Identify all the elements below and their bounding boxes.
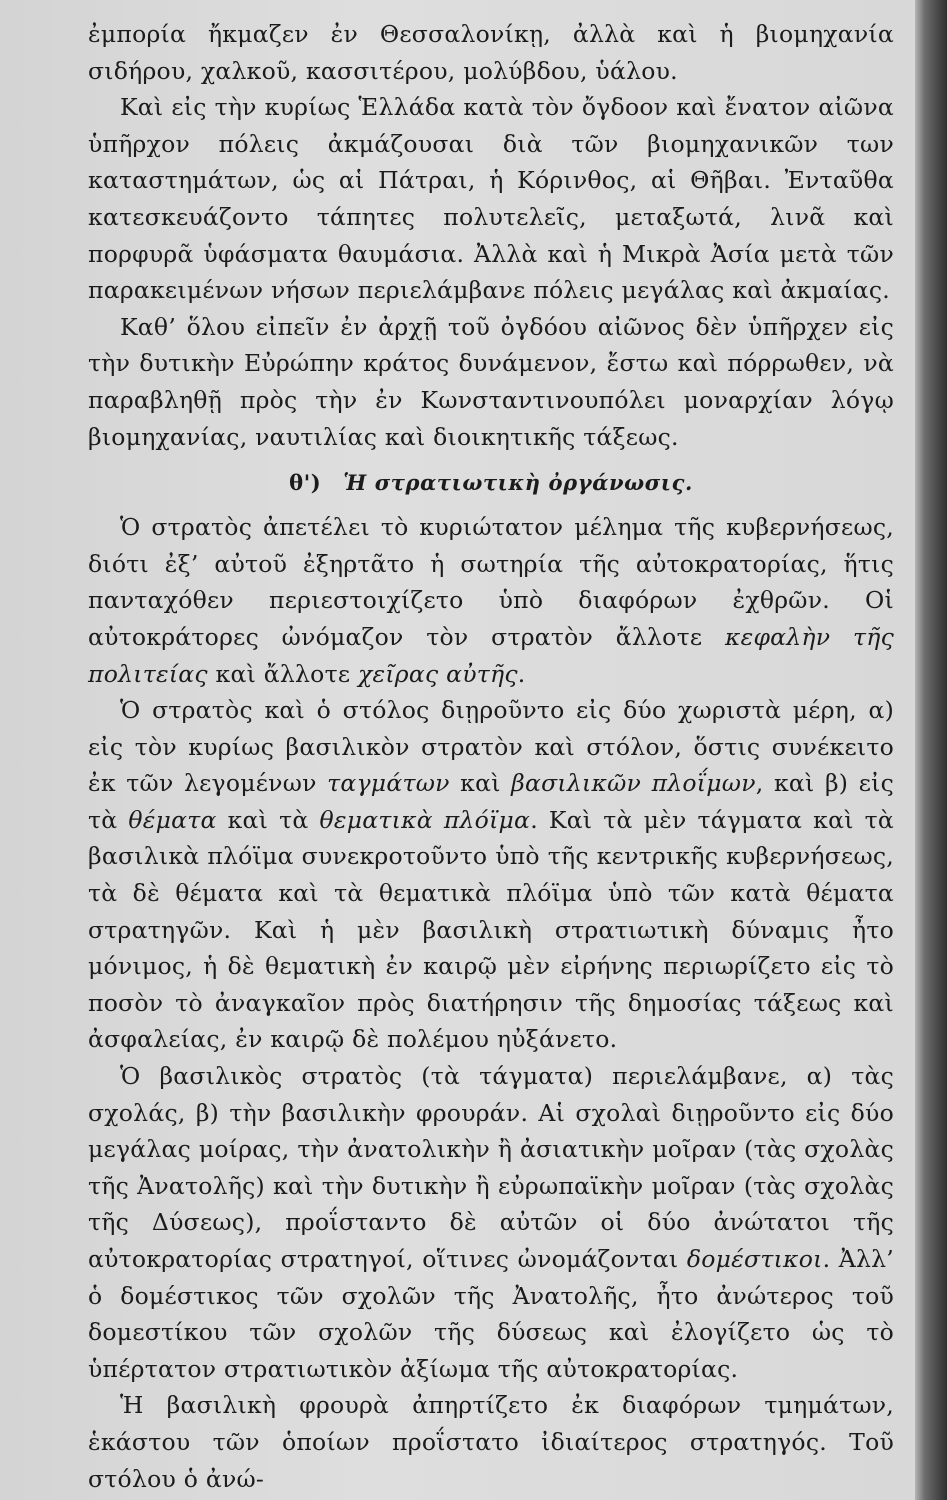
paragraph-text: , καὶ β) εἰς τὰ [88,769,894,834]
paragraph-text: καὶ [449,769,512,798]
paragraph-text: καὶ τὰ [216,805,320,834]
paragraph-text: ἐμπορία ἤκμαζεν ἐν Θεσσαλονίκῃ, ἀλλὰ καὶ ἡ βιομηχανία σιδήρου, χαλκοῦ, κασσιτέρου, μολύβδου, ὑάλου. [88,20,894,85]
paragraph-p4 [88,692,894,1058]
paragraph-text: . Καὶ τὰ μὲν τάγματα καὶ τὰ βασιλικὰ πλόϊμα συνεκροτοῦντο ὑπὸ τῆς κεντρικῆς κυβερνήσεως, τὰ δὲ θέματα καὶ τὰ θεματικὰ πλόϊμα ὑπὸ τῶν κατὰ θέματα στρατηγῶν. Καὶ ἡ μὲν βασιλικὴ στρατιωτικὴ δύναμις ἦτο μόνιμος, ἡ δὲ θεματικὴ ἐν καιρῷ μὲν εἰρήνης περιωρίζετο εἰς τὸ ποσὸν τὸ ἀναγκαῖον πρὸς διατήρησιν τῆς δημοσίας τάξεως καὶ ἀσφαλείας, ἐν καιρῷ δὲ πολέμου ηὐξάνετο. [88,805,895,1054]
paragraph-p1 [88,89,894,309]
section-heading [88,465,894,501]
paragraph-text: Ὁ στρατὸς ἀπετέλει τὸ κυριώτατον μέλημα τῆς κυβερνήσεως, διότι ἐξ’ αὐτοῦ ἐξηρτᾶτο ἡ σωτηρία τῆς αὐτοκρατορίας, ἥτις πανταχόθεν περιεστοιχίζετο ὑπὸ διαφόρων ἐχθρῶν. Οἱ αὐτοκράτορες ὠνόμαζον τὸν στρατὸν ἄλλοτε [88,513,894,651]
paragraph-p2 [88,309,894,455]
emphasized-text: θέματα [128,805,217,834]
section-number: θ') [289,470,322,496]
paragraph-text: Καθ’ ὅλου εἰπεῖν ἐν ἀρχῇ τοῦ ὀγδόου αἰῶνος δὲν ὑπῆρχεν εἰς τὴν δυτικὴν Εὐρώπην κράτος δυνάμενον, ἔστω καὶ πόρρωθεν, νὰ παραβληθῇ πρὸς τὴν ἐν Κωνσταντινουπόλει μοναρχίαν λόγῳ βιομηχανίας, ναυτιλίας καὶ διοικητικῆς τάξεως. [88,312,894,451]
paragraph-p5 [88,1058,894,1387]
paragraph-p3 [88,509,894,692]
paragraph-text: . [517,659,526,688]
paragraph-text: καὶ ἄλλοτε [207,659,358,688]
emphasized-text: κεφαλὴν τῆς πολιτείας [88,622,894,688]
paragraph-text: Ἡ βασιλικὴ φρουρὰ ἀπηρτίζετο ἐκ διαφόρων τμημάτων, ἑκάστου τῶν ὁποίων προΐστατο ἰδιαίτερος στρατηγός. Τοῦ στόλου ὁ ἀνώ- [88,1391,894,1493]
paragraphs-before-heading [88,16,894,455]
paragraph-p0 [88,16,894,89]
paragraph-text: Καὶ εἰς τὴν κυρίως Ἑλλάδα κατὰ τὸν ὄγδοον καὶ ἔνατον αἰῶνα ὑπῆρχον πόλεις ἀκμάζουσαι διὰ τῶν βιομηχανικῶν των καταστημάτων, ὡς αἱ Πάτραι, ἡ Κόρινθος, αἱ Θῆβαι. Ἐνταῦθα κατεσκευάζοντο τάπητες πολυτελεῖς, μεταξωτά, λινᾶ καὶ πορφυρᾶ ὑφάσματα θαυμάσια. Ἀλλὰ καὶ ἡ Μικρὰ Ἀσία μετὰ τῶν παρακειμένων νήσων περιελάμβανε πόλεις μεγάλας καὶ ἀκμαίας. [88,93,894,305]
emphasized-text: βασιλικῶν πλοΐμων [511,769,756,798]
paragraph-text: . Ἀλλ’ ὁ δομέστικος τῶν σχολῶν τῆς Ἀνατολῆς, ἦτο ἀνώτερος τοῦ δομεστίκου τῶν σχολῶν τῆς δύσεως καὶ ἐλογίζετο ὡς τὸ ὑπέρτατον στρατιωτικὸν ἀξίωμα τῆς αὐτοκρατορίας. [88,1245,894,1383]
book-binding-shadow [915,0,947,1500]
section-title: Ἡ στρατιωτικὴ ὀργάνωσις. [343,470,693,496]
paragraph-text: Ὁ βασιλικὸς στρατὸς (τὰ τάγματα) περιελάμβανε, α) τὰς σχολάς, β) τὴν βασιλικὴν φρουράν. Αἱ σχολαὶ διῃροῦντο εἰς δύο μεγάλας μοίρας, τὴν ἀνατολικὴν ἢ ἀσιατικὴν μοῖραν (τὰς σχολὰς τῆς Ἀνατολῆς) καὶ τὴν δυτικὴν ἢ εὐρωπαϊκὴν μοῖραν (τὰς σχολὰς τῆς Δύσεως), προΐσταντο δὲ αὐτῶν οἱ δύο ἀνώτατοι τῆς αὐτοκρατορίας στρατηγοί, οἵτινες ὠνομάζονται [88,1062,894,1273]
page-text-block [88,16,894,1497]
emphasized-text: ταγμάτων [327,769,450,798]
emphasized-text: χεῖρας αὐτῆς [357,659,518,688]
paragraph-p6 [88,1387,894,1497]
paragraph-text: Ὁ στρατὸς καὶ ὁ στόλος διῃροῦντο εἰς δύο χωριστὰ μέρη, α) εἰς τὸν κυρίως βασιλικὸν στρατὸν καὶ στόλον, ὅστις συνέκειτο ἐκ τῶν λεγομένων [88,696,894,798]
emphasized-text: θεματικὰ πλόϊμα [319,805,531,834]
paragraphs-after-heading [88,509,894,1497]
emphasized-text: δομέστικοι [686,1245,823,1273]
